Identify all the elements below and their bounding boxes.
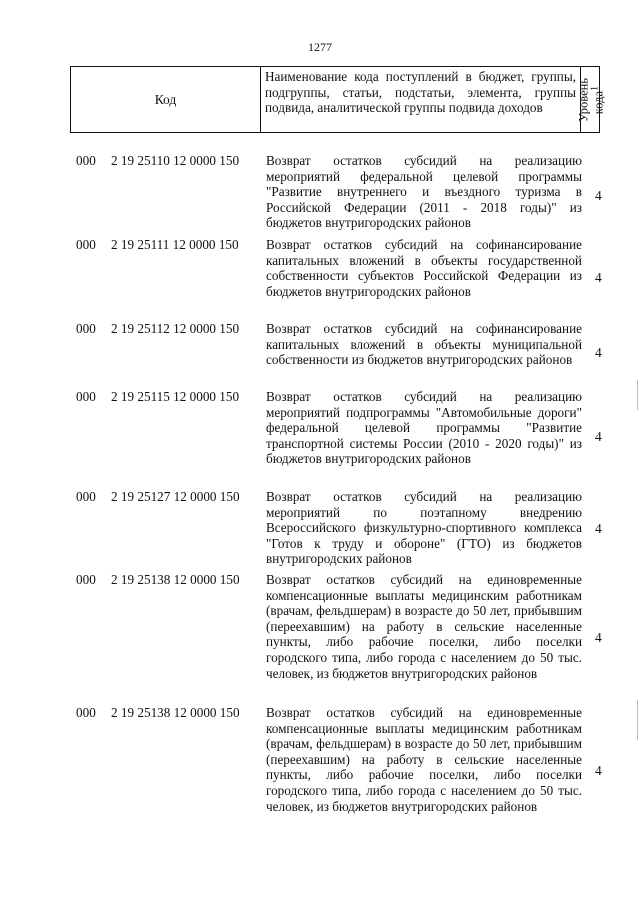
revenue-code: 2 19 25138 12 0000 150 xyxy=(111,572,240,587)
code-level: 4 xyxy=(595,763,602,778)
header-level-line1: Уровень xyxy=(576,77,591,122)
revenue-code: 2 19 25112 12 0000 150 xyxy=(111,321,240,336)
admin-code: 000 xyxy=(76,389,96,404)
revenue-code: 2 19 25127 12 0000 150 xyxy=(111,489,240,504)
revenue-name: Возврат остатков субсидий на софинансирование капитальных вложений в объекты государственной собственности субъектов Российской Федерации из бюджетов внутригородских районов xyxy=(266,237,582,299)
revenue-name: Возврат остатков субсидий на единовременные компенсационные выплаты медицинским работникам (врачам, фельдшерам) в возрасте до 50 лет, прибывшим (переехавшим) на работу в сельские населенные пункты, либо рабочие поселки, либо поселки городского типа, либо города с населением до 50 тыс. человек, из бюджетов внутригородских районов xyxy=(266,705,582,814)
code-level: 4 xyxy=(595,521,602,536)
admin-code: 000 xyxy=(76,572,96,587)
page-number: 1277 xyxy=(308,40,332,54)
admin-code: 000 xyxy=(76,489,96,504)
code-level: 4 xyxy=(595,188,602,203)
table-header xyxy=(70,66,606,133)
code-level: 4 xyxy=(595,345,602,360)
admin-code: 000 xyxy=(76,321,96,336)
admin-code: 000 xyxy=(76,237,96,252)
header-level-text xyxy=(577,77,604,121)
code-level: 4 xyxy=(595,429,602,444)
code-level: 4 xyxy=(595,630,602,645)
revenue-code: 2 19 25115 12 0000 150 xyxy=(111,389,240,404)
header-level-line2: кода xyxy=(591,90,606,114)
revenue-name: Возврат остатков субсидий на реализацию мероприятий по поэтапному внедрению Всероссийского физкультурно-спортивного комплекса "Готов к труду и обороне" (ГТО) из бюджетов внутригородских районов xyxy=(266,489,582,567)
header-code: Код xyxy=(71,67,261,132)
header-name: Наименование кода поступлений в бюджет, группы, подгруппы, статьи, подстатьи, элемента, группы подвида, аналитической группы подвида доходов xyxy=(261,67,581,132)
revenue-name: Возврат остатков субсидий на реализацию мероприятий подпрограммы "Автомобильные дороги" федеральной целевой программы "Развитие транспортной системы России (2010 - 2020 годы)" из бюджетов внутригородских районов xyxy=(266,389,582,467)
revenue-name: Возврат остатков субсидий на софинансирование капитальных вложений в объекты муниципальной собственности из бюджетов внутригородских районов xyxy=(266,321,582,368)
revenue-name: Возврат остатков субсидий на единовременные компенсационные выплаты медицинским работникам (врачам, фельдшерам) в возрасте до 50 лет, прибывшим (переехавшим) на работу в сельские населенные пункты, либо рабочие поселки, либо поселки городского типа, либо города с населением до 50 тыс. человек, из бюджетов внутригородских районов xyxy=(266,572,582,681)
header-level-footnote: 1 xyxy=(589,85,601,91)
admin-code: 000 xyxy=(76,153,96,168)
revenue-code: 2 19 25111 12 0000 150 xyxy=(111,237,239,252)
scan-margin-mark xyxy=(637,380,638,410)
revenue-name: Возврат остатков субсидий на реализацию мероприятий федеральной целевой программы "Развитие внутреннего и въездного туризма в Российской Федерации (2011 - 2018 годы)" из бюджетов внутригородских районов xyxy=(266,153,582,231)
admin-code: 000 xyxy=(76,705,96,720)
revenue-code: 2 19 25138 12 0000 150 xyxy=(111,705,240,720)
scan-margin-mark xyxy=(637,700,638,740)
revenue-code: 2 19 25110 12 0000 150 xyxy=(111,153,240,168)
code-level: 4 xyxy=(595,270,602,285)
header-level xyxy=(576,67,606,132)
